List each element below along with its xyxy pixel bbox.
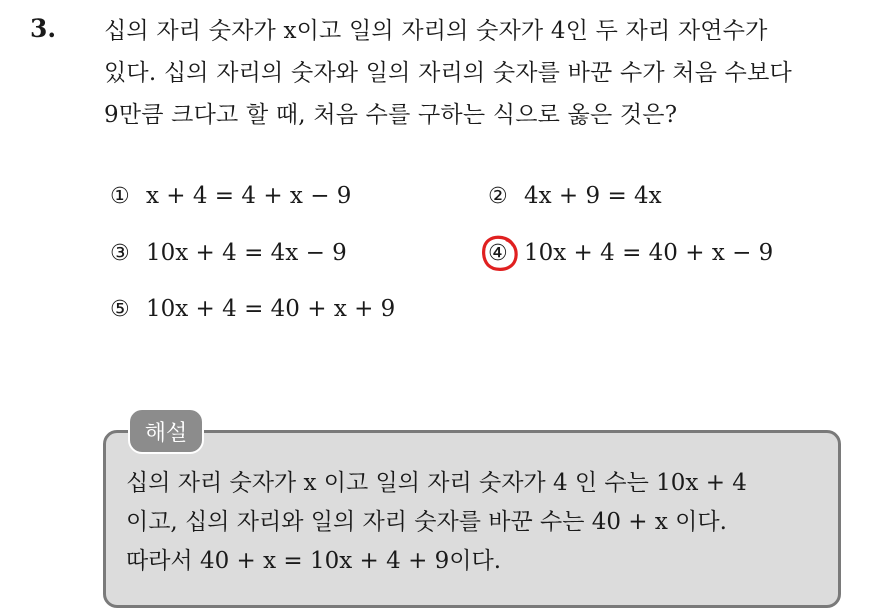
question-line: 십의 자리 숫자가 x이고 일의 자리의 숫자가 4인 두 자리 자연수가 <box>104 18 768 44</box>
choice-5[interactable] <box>110 296 395 322</box>
choice-expression: 4x + 9 = 4x <box>524 183 662 209</box>
choice-number-text: ④ <box>488 240 508 266</box>
question-line: 있다. 십의 자리의 숫자와 일의 자리의 숫자를 바꾼 수가 처음 수보다 <box>104 60 792 86</box>
solution-line: 따라서 40 + x = 10x + 4 + 9이다. <box>126 548 502 574</box>
question-stem <box>104 10 874 136</box>
solution-text <box>126 464 838 581</box>
choice-2[interactable] <box>488 183 662 209</box>
choice-expression: x + 4 = 4 + x − 9 <box>146 183 352 209</box>
solution-line: 십의 자리 숫자가 x 이고 일의 자리 숫자가 4 인 수는 10x + 4 <box>126 470 747 496</box>
choice-3[interactable] <box>110 240 347 266</box>
choice-number: ③ <box>110 240 130 266</box>
solution-tag: 해설 <box>128 408 204 454</box>
choice-1[interactable] <box>110 183 351 209</box>
question-number: 3. <box>30 14 57 43</box>
choice-expression: 10x + 4 = 4x − 9 <box>146 240 347 266</box>
choice-number: ⑤ <box>110 296 130 322</box>
answer-circle-icon <box>480 233 520 273</box>
question-line: 9만큼 크다고 할 때, 처음 수를 구하는 식으로 옳은 것은? <box>104 102 678 128</box>
choice-number <box>488 241 514 266</box>
choice-number: ① <box>110 183 130 209</box>
choice-4[interactable] <box>488 240 773 266</box>
choice-expression: 10x + 4 = 40 + x + 9 <box>146 296 396 322</box>
solution-line: 이고, 십의 자리와 일의 자리 숫자를 바꾼 수는 40 + x 이다. <box>126 509 727 535</box>
choice-number: ② <box>488 183 508 209</box>
choice-expression: 10x + 4 = 40 + x − 9 <box>524 240 774 266</box>
